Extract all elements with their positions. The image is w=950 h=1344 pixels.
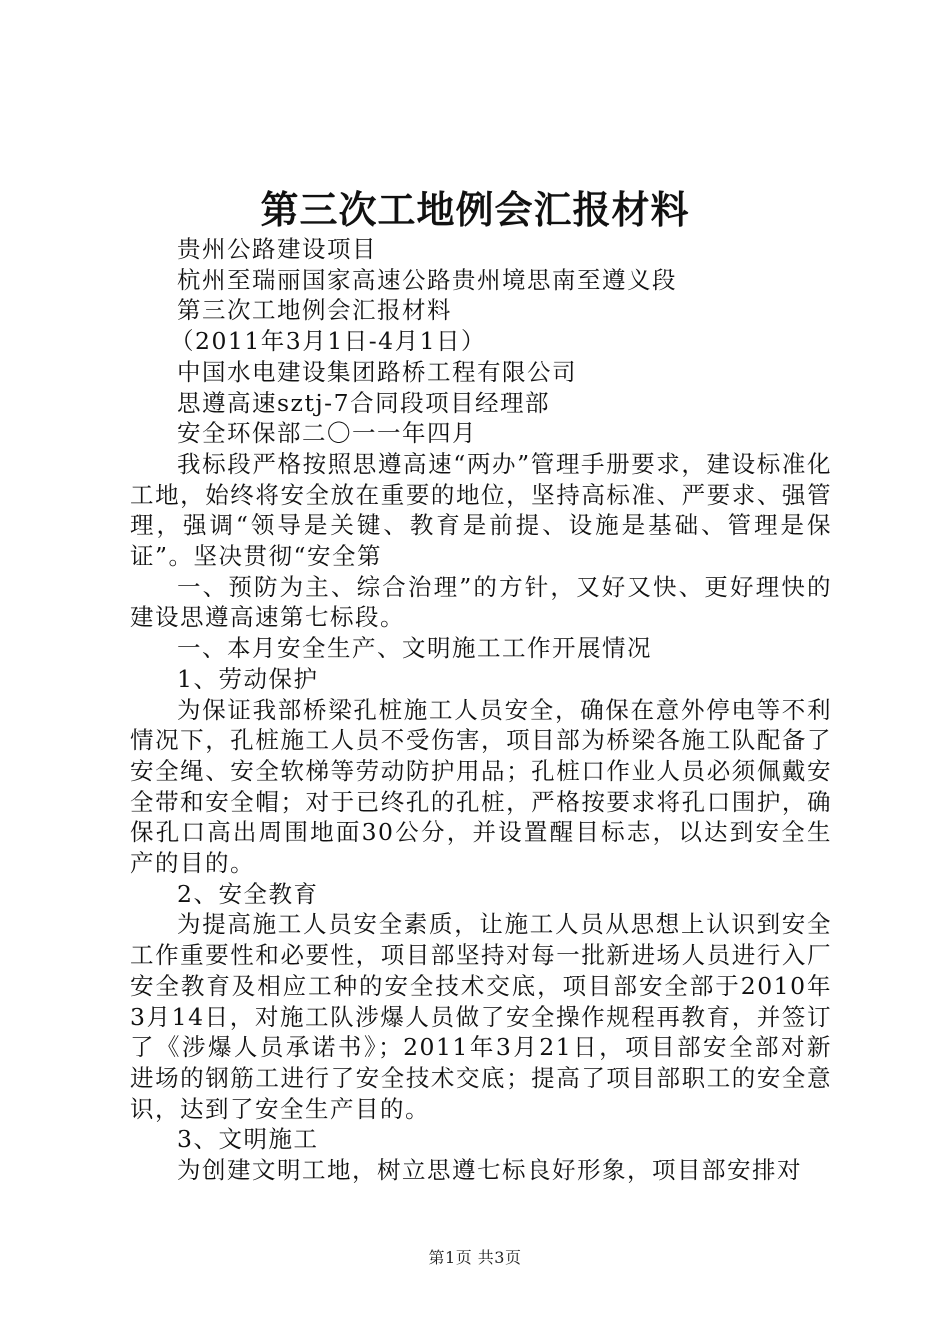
header-line-report-title: 第三次工地例会汇报材料 [177,296,452,325]
header-line-company: 中国水电建设集团路桥工程有限公司 [177,357,577,386]
intro-paragraph-1: 我标段严格按照思遵高速“两办”管理手册要求，建设标准化工地，始终将安全放在重要的地位，坚持高标准、严要求、强管理，强调“领导是关键、教育是前提、设施是基础、管理是保证”。坚决贯彻“安全第 [130,449,832,571]
header-line-department: 思遵高速sztj-7合同段项目经理部 [177,388,551,417]
subsection-text-safety-education: 为提高施工人员安全素质，让施工人员从思想上认识到安全工作重要性和必要性，项目部坚持对每一批新进场人员进行入厂安全教育及相应工种的安全技术交底，项目部安全部于2010年3月14日，对施工队涉爆人员做了安全操作规程再教育，并签订了《涉爆人员承诺书》；2011年3月21日，项目部安全部对新进场的钢筋工进行了安全技术交底；提高了项目部职工的安全意识，达到了安全生产目的。 [130,910,832,1123]
subsection-heading-labor-protection: 1、劳动保护 [177,664,319,693]
subsection-heading-safety-education: 2、安全教育 [177,879,319,908]
page-footer: 第1页 共3页 [428,1248,522,1267]
header-line-project: 贵州公路建设项目 [177,235,377,263]
header-line-route: 杭州至瑞丽国家高速公路贵州境思南至遵义段 [177,265,677,294]
subsection-heading-civilized-construction: 3、文明施工 [177,1125,319,1154]
document-title: 第三次工地例会汇报材料 [260,187,690,232]
document-body [130,234,832,1186]
subsection-text-labor-protection: 为保证我部桥梁孔桩施工人员安全，确保在意外停电等不利情况下，孔桩施工人员不受伤害，项目部为桥梁各施工队配备了安全绳、安全软梯等劳动防护用品；孔桩口作业人员必须佩戴安全带和安全帽；对于已终孔的孔桩，严格按要求将孔口围护，确保孔口高出周围地面30公分，并设置醒目标志，以达到安全生产的目的。 [130,695,832,878]
intro-paragraph-2: 一、预防为主、综合治理”的方针，又好又快、更好理快的建设思遵高速第七标段。 [130,572,832,632]
section-heading: 一、本月安全生产、文明施工工作开展情况 [177,634,652,663]
header-line-period: （2011年3月1日-4月1日） [170,327,487,356]
subsection-text-civilized-construction: 为创建文明工地，树立思遵七标良好形象，项目部安排对 [177,1156,802,1185]
header-line-date: 安全环保部二〇一一年四月 [177,419,477,448]
